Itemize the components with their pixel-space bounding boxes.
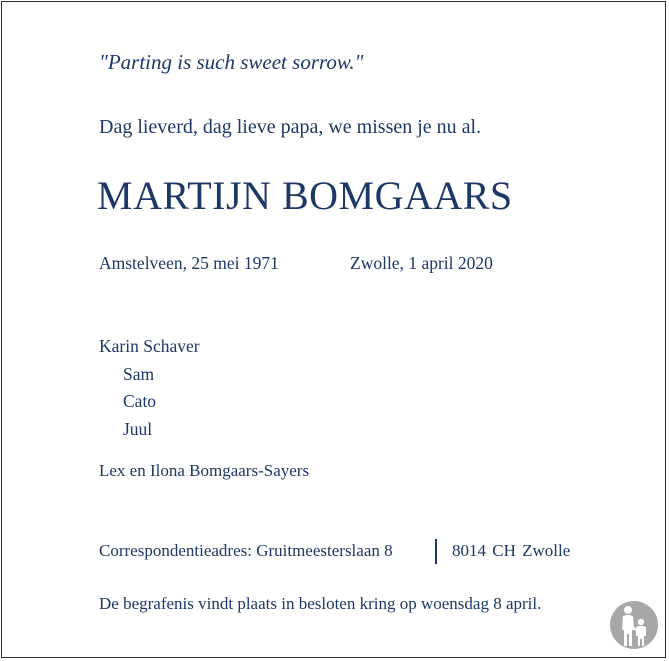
parents: Lex en Ilona Bomgaars-Sayers	[99, 461, 310, 480]
family-member-child: Juul	[123, 419, 153, 439]
family-member-child: Cato	[123, 391, 157, 411]
funeral-info: De begrafenis vindt plaats in besloten kring op woensdag 8 april.	[99, 594, 542, 613]
intro-text: Dag lieverd, dag lieve papa, we missen je nu al.	[99, 116, 482, 138]
correspondence-address: Correspondentieadres: Gruitmeesterslaan 8	[99, 541, 393, 560]
memorial-figures-icon[interactable]	[609, 600, 659, 650]
death-info: Zwolle, 1 april 2020	[350, 253, 493, 273]
postal-code: 8014 CH Zwolle	[452, 541, 571, 560]
birth-info: Amstelveen, 25 mei 1971	[99, 253, 279, 273]
deceased-name: MARTIJN BOMGAARS	[97, 173, 513, 218]
address-divider	[435, 539, 437, 564]
family-member-child: Sam	[123, 364, 155, 384]
quote: "Parting is such sweet sorrow."	[99, 50, 364, 74]
family-member-partner: Karin Schaver	[99, 336, 200, 356]
